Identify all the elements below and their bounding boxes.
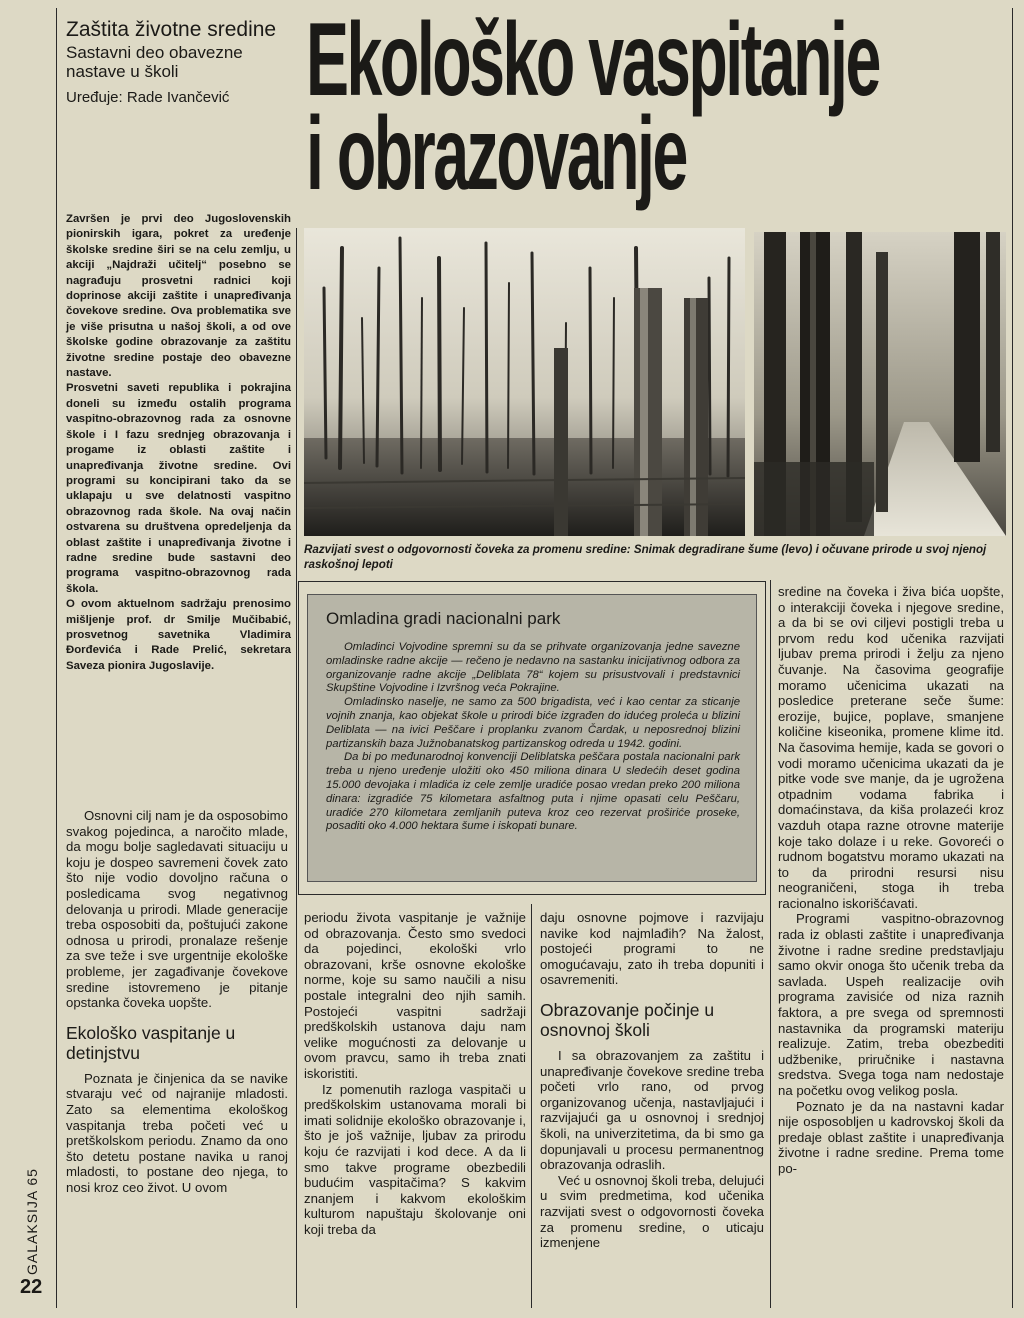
lead-paragraph bbox=[66, 212, 291, 674]
col1-p2: Poznata je činjenica da se navike stvaraju već od najranije mladosti. Zato sa elementima ekološkog vaspitanja treba početi već u pretškolskom periodu. Znamo da ono što detetu postane navika u ranoj mladosti, to postane deo njega, to nosi kroz ceo život. U ovom bbox=[66, 1070, 288, 1195]
box-p2: Omladinsko naselje, ne samo za 500 brigadista, već i kao centar za sticanje vojnih znanja, kao objekat škole u prirodi biće izgrađen do idućeg proleća u blizini Deliblata — na ivici Peščare i proplanku zvanom Čardak, u neposrednoj blizini partizanskih baza Južnobanatskog partizanskog odreda u 1942. godini. bbox=[326, 696, 740, 750]
rubric bbox=[66, 18, 286, 107]
subheading-primary-school: Obrazovanje počinje u osnovnoj školi bbox=[540, 999, 715, 1040]
rubric-editor: Uređuje: Rade Ivančević bbox=[66, 89, 230, 106]
col4-p3: Poznato je da na nastavni kadar nije osposobljen u kadrovskoj školi da predaje oblast zaštite i unapređivanja životne i radne sredine. Prema tome po- bbox=[778, 1098, 1004, 1176]
photo-caption: Razvijati svest o odgovornosti čoveka za promenu sredine: Snimak degradirane šume (levo) i očuvane prirode u svoj njenoj raskošnoj lepoti bbox=[304, 543, 987, 571]
magazine-name: GALAKSIJA 65 bbox=[24, 1168, 40, 1275]
news-box bbox=[307, 594, 757, 882]
rubric-subtitle: Sastavni deo obavezne nastave u školi bbox=[66, 43, 243, 81]
col1-p1: Osnovni cilj nam je da osposobimo svakog pojedinca, a naročito mlade, da mogu bolje sagledavati situaciju u koju je dospeo savremeni čovek zato što nije vodio dovoljno računa o posledicama svog negativnog delovanja u prirodi. Mlade generacije treba osposobiti da, poštujući zakone odnosa u prirodi, pronalaze rešenje za sve teže i sve urgentnije ekološke probleme, jer zagađivanje čovekove sredine istovremeno je pitanje opstanka čoveka uopšte. bbox=[66, 808, 288, 1011]
box-title: Omladina gradi nacionalni park bbox=[326, 609, 561, 628]
page-number: 22 bbox=[20, 1276, 43, 1298]
page-rule-left bbox=[56, 8, 57, 1308]
lead-p3: O ovom aktuelnom sadržaju prenosimo mišljenje prof. dr Smilje Mučibabić, prosvetnog savetnika Vladimira Đorđevića i Rade Prelić, sekretara Saveza pionira Jugoslavije. bbox=[66, 598, 291, 672]
subheading-childhood: Ekološko vaspitanje u detinjstvu bbox=[66, 1022, 236, 1063]
col3-p1: daju osnovne pojmove i razvijaju navike kod najmlađih? Na žalost, postojeći programi to ne omogućavaju, zato ih treba dopuniti i osavremeniti. bbox=[540, 910, 764, 988]
column-rule-2 bbox=[531, 904, 532, 1308]
col3-p2: I sa obrazovanjem za zaštitu i unapređivanje čovekove sredine treba početi vrlo rano, od prvog organizovanog učenja, nastavljajući i razvijajući ga u osnovnoj i srednjoj školi, na univerzitetima, da bi smo ga dopunjavali u procesu permanentnog obrazovanja odraslih. bbox=[540, 1047, 764, 1173]
column-rule-3 bbox=[770, 580, 771, 1308]
headline bbox=[306, 2, 879, 212]
col2-p1: periodu života vaspitanje je važnije od obrazovanja. Često smo svedoci da pojedinci, ekološki vrlo obrazovani, krše osnovne ekološke norme, koje su samo naučili a nisu postale integralni deo njih samih. Postojeći vaspitni sadržaji predškolskih ustanova daju nam velike mogućnosti za delovanje u ovom pravcu, samo ih treba znati iskoristiti. bbox=[304, 910, 526, 1081]
column-rule-1 bbox=[296, 228, 297, 1308]
rubric-title: Zaštita životne sredine bbox=[66, 18, 277, 41]
headline-line-1: Ekološko vaspitanje bbox=[306, 2, 879, 118]
col4-p2: Programi vaspitno-obrazovnog rada iz oblasti zaštite i unapređivanja životne i radne sredine predstavljaju samo okvir onoga što učenik treba da savlada. Uspeh realizacije ovih programa zavisiće od niza raznih faktora, a pre svega od spremnosti nastavnika da programski materiju realizuje. Zatim, treba obezbediti udžbenike, priručnike i nastavna sredstva. Svega toga nam nedostaje na početku ovog velikog posla. bbox=[778, 911, 1004, 1098]
box-p3: Da bi po međunarodnoj konvenciji Deliblatska peščara postala nacionalni park treba u njeno uređenje uložiti oko 450 miliona dinara U sledećih deset godina 15.000 devojaka i mladića iz cele zemlje uradiće posao vredan preko 200 miliona dinara: izgradiće 75 kilometara asfaltnog puta i njime opasati celu Peščaru, uradiće 270 kilometara zemljanih puteva kroz ceo rezervat proširiće proseke, posaditi oko 4.000 hektara šume i iskopati bunare. bbox=[326, 751, 740, 833]
col4-p1: sredine na čoveka i živa bića uopšte, o interakciji čoveka i njegove sredine, a da bi se ovi ciljevi postigli treba u prvom redu kod učenika razvijati ljubav prema prirodi i želju za njeno čuvanje. Na časovima geografije moramo učenicima ukazati na posledice preterane seče šume: erozije, bujice, poplave, smanjene količine kiseonika, promene klime itd. Na časovima hemije, kada se govori o vodi moramo učenicima ukazati da je pitke vode sve manje, da je ugrožena otpadnim vodama fabrika i domaćinstava, da kiša prolazeći kroz vazduh otapa razne otrovne materije koje tako dolaze i u reke. Govoreći o rudnom bogatstvu moramo ukazati na to da prirodni resursi nisu neograničeni, stoga ih treba racionalno iskorišćavati. bbox=[778, 584, 1004, 911]
photo-degraded-forest bbox=[304, 228, 745, 536]
box-p1: Omladinci Vojvodine spremni su da se prihvate organizovanja jedne savezne omladinske radne akcije — rečeno je nedavno na sastanku inicijativnog odbora za organizovanje radne akcije „Deliblata 78“ kojem su prisustvovali i predstavnici Skupštine Vojvodine i Izvršnog veća Pokrajine. bbox=[326, 641, 740, 695]
column-3 bbox=[540, 910, 764, 1251]
lead-p2: Prosvetni saveti republika i pokrajina doneli su između ostalih programa vaspitno-obrazovnog rada za osnovne škole i I fazu srednjeg obrazovanja i progame iz oblasti zaštite i unapređivanja životne sredine. Ovi programi su koncipirani tako da se uklapaju u sve delatnosti vaspitno obrazovnog rada škole. Na ovaj način ostvarena su društvena opredeljenja da oblast zaštite i unapređivanja životne i radne sredine bude sastavni deo programa vaspitno-obrazovnog rada škola. bbox=[66, 382, 291, 595]
column-1 bbox=[66, 808, 288, 1195]
lead-p1: Završen je prvi deo Jugoslovenskih pionirskih igara, pokret za uređenje školske sredine širi se na celu zemlju, u akciji „Najdraži učitelj“ posebno se nagrađuju prosvetni radnici koji doprinose akciji zaštite i unapređivanja čovekove sredine. Ova problematika sve je više prisutna u našoj školi, a od ove školske godine obrazovanje za zaštitu životne sredine postaje deo obavezne nastave. bbox=[66, 213, 291, 380]
page-rule-right bbox=[1012, 8, 1013, 1308]
box-frame bbox=[298, 581, 766, 895]
column-2 bbox=[304, 910, 526, 1237]
col2-p2: Iz pomenutih razloga vaspitači u predškolskim ustanovama morali bi imati solidnije ekološko obrazovanje i, što je još važnije, ljubav za prirodu koju će razvijati i kod dece. A da li smo takve programe obezbedili budućim vaspitačima? S kakvim znanjem i kakvom ekološkim kulturom napuštaju školovanje oni koji treba da bbox=[304, 1081, 526, 1237]
photo-preserved-forest bbox=[754, 232, 1006, 536]
headline-line-2: i obrazovanje bbox=[306, 96, 686, 212]
box-body bbox=[326, 641, 740, 834]
column-4 bbox=[778, 584, 1004, 1177]
col3-p3: Već u osnovnoj školi treba, delujući u svim predmetima, kod učenika razvijati svest o odgovornosti čoveka za promenu sredine, o uticaju izmenjene bbox=[540, 1172, 764, 1251]
